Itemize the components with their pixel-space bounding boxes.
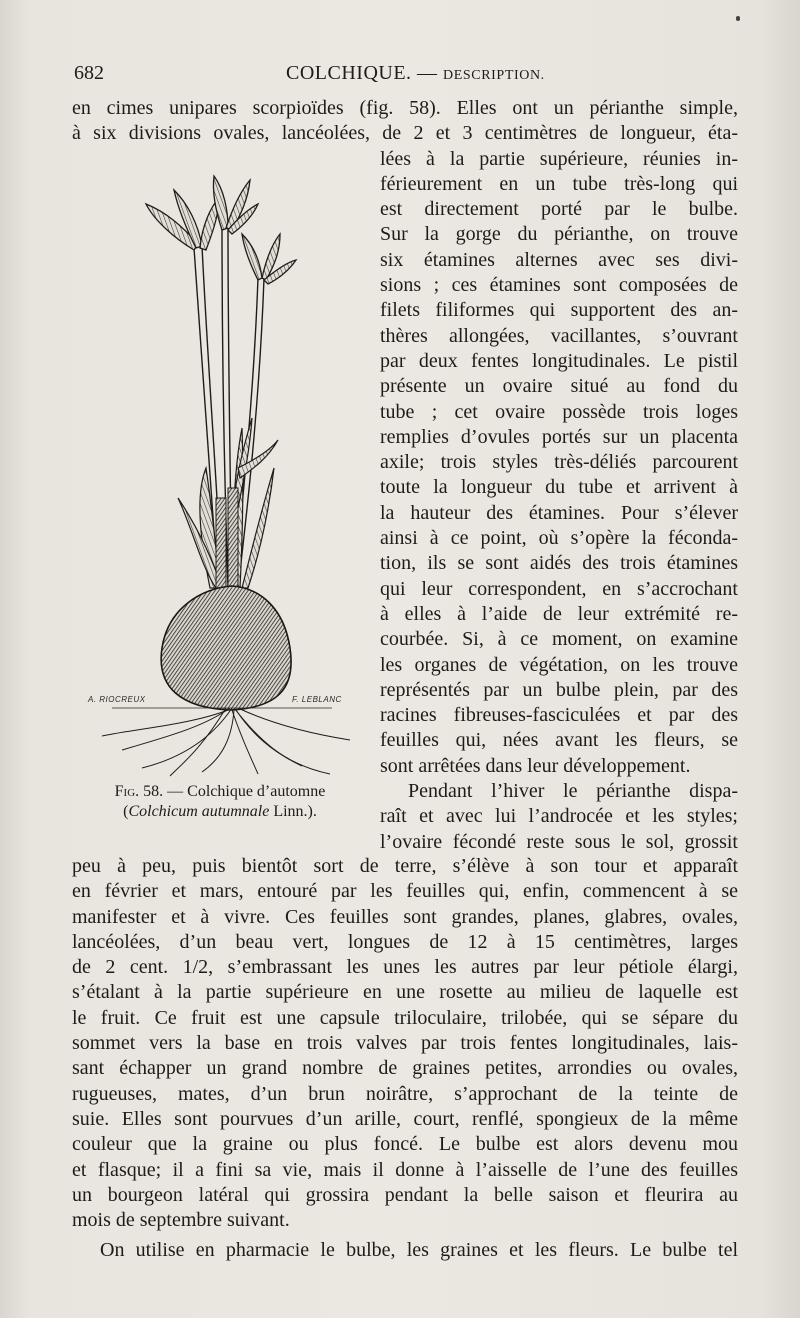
text-line: lées à la partie supérieure, réunies in- — [380, 147, 738, 170]
text-line: tube ; cet ovaire possède trois loges — [380, 400, 738, 423]
text-line: s’étalant à la partie supérieure en une rosette au milieu de laquelle est — [72, 981, 738, 1004]
text-line: toute la longueur du tube et arrivent à — [380, 476, 738, 499]
text-line: six étamines alternes avec ses divi- — [380, 248, 738, 271]
text-line: l’ovaire fécondé reste sous le sol, grossit — [380, 830, 738, 853]
text-line: manifester et à vivre. Ces feuilles sont grandes, planes, glabres, ovales, — [72, 905, 738, 928]
text-line: thères allongées, vacillantes, s’ouvrant — [380, 324, 738, 347]
running-header — [72, 62, 742, 88]
text-line: courbée. Si, à ce moment, on examine — [380, 628, 738, 651]
ink-speck — [736, 16, 740, 21]
text-line: couleur que la graine ou plus foncé. Le bulbe est alors devenu mou — [72, 1133, 738, 1156]
text-line: à elles à l’aide de leur extrémité re- — [380, 602, 738, 625]
text-line: sommet vers la base en trois valves par trois fentes longitudinales, lais- — [72, 1032, 738, 1055]
text-line: la hauteur des étamines. Pour s’élever — [380, 501, 738, 524]
text-line: mois de septembre suivant. — [72, 1209, 290, 1232]
header-dash: — — [411, 62, 444, 84]
page-number: 682 — [74, 62, 104, 84]
text-line: tion, ils se sont aidés des trois étamines — [380, 552, 738, 575]
paragraph-top — [72, 96, 738, 147]
text-line: par deux fentes longitudinales. Le pistil — [380, 349, 738, 372]
text-line: sant échapper un grand nombre de graines petites, arrondies ou ovales, — [72, 1057, 738, 1080]
text-line: férieurement en un tube très-long qui — [380, 172, 738, 195]
text-line: les organes de végétation, on les trouve — [380, 653, 738, 676]
text-line: à six divisions ovales, lancéolées, de 2 et 3 centimètres de longueur, éta- — [72, 122, 738, 145]
paragraph-column — [380, 147, 738, 855]
paragraph-bottom — [72, 854, 738, 1264]
text-line: ainsi à ce point, où s’opère la féconda- — [380, 527, 738, 550]
engraver-signature-right: F. LEBLANC — [292, 695, 342, 704]
text-line: axile; trois styles très-déliés parcourent — [380, 451, 738, 474]
text-line: Pendant l’hiver le périanthe dispa- — [408, 780, 738, 803]
latin-name: Colchicum autumnale — [128, 803, 270, 820]
text-line: sions ; ces étamines sont composées de — [380, 274, 738, 297]
text-line: feuilles qui, nées avant les fleurs, se — [380, 729, 738, 752]
text-line: racines fibreuses-fasciculées et par des — [380, 704, 738, 727]
text-line: est directement porté par le bulbe. — [380, 198, 738, 221]
text-line: lancéolées, d’un beau vert, longues de 12 à 15 centimètres, larges — [72, 930, 738, 953]
text-line: rugueuses, mates, d’un brun noirâtre, s’approchant de la teinte de — [72, 1082, 738, 1105]
text-line: de 2 cent. 1/2, s’embrassant les unes les autres par leur pétiole élargi, — [72, 956, 738, 979]
text-line: et flasque; il a fini sa vie, mais il donne à l’aisselle de l’une des feuilles — [72, 1158, 738, 1181]
figure-caption — [90, 782, 350, 822]
latin-open: ( — [123, 803, 129, 820]
plant-engraving — [82, 168, 362, 778]
engraver-signature-left: A. RIOCREUX — [88, 695, 146, 704]
text-line: représentés par un bulbe plein, par des — [380, 678, 738, 701]
chapter-title: COLCHIQUE. — [286, 62, 412, 84]
text-line: le fruit. Ce fruit est une capsule triloculaire, trilobée, qui se sépare du — [72, 1006, 738, 1029]
text-line: en février et mars, entouré par les feuilles qui, enfin, commencent à se — [72, 880, 738, 903]
text-line: On utilise en pharmacie le bulbe, les graines et les fleurs. Le bulbe tel — [100, 1239, 738, 1262]
text-line: raît et avec lui l’androcée et les styles; — [380, 805, 738, 828]
section-title: DESCRIPTION. — [443, 68, 545, 83]
figure-label: Fig. 58. — [114, 783, 164, 800]
running-title — [286, 62, 545, 85]
text-line: peu à peu, puis bientôt sort de terre, s’élève à son tour et apparaît — [72, 855, 738, 877]
text-line: suie. Elles sont pourvues d’un arille, court, renflé, spongieux de la même — [72, 1107, 738, 1130]
text-line: en cimes unipares scorpioïdes (fig. 58). Elles ont un périanthe simple, — [72, 97, 738, 119]
colchicum-illustration — [82, 168, 362, 788]
text-line: qui leur correspondent, en s’accrochant — [380, 577, 738, 600]
text-line: filets filiformes qui supportent des an- — [380, 299, 738, 322]
text-line: Sur la gorge du périanthe, on trouve — [380, 223, 738, 246]
text-line: remplies d’ovules portés sur un placenta — [380, 425, 738, 448]
text-line: un bourgeon latéral qui grossira pendant la belle saison et fleurira au — [72, 1183, 738, 1206]
figure-title: — Colchique d’automne — [163, 783, 326, 800]
text-line: présente un ovaire situé au fond du — [380, 375, 738, 398]
text-line: sont arrêtées dans leur développement. — [380, 754, 691, 777]
latin-authority: Linn.). — [269, 803, 317, 820]
